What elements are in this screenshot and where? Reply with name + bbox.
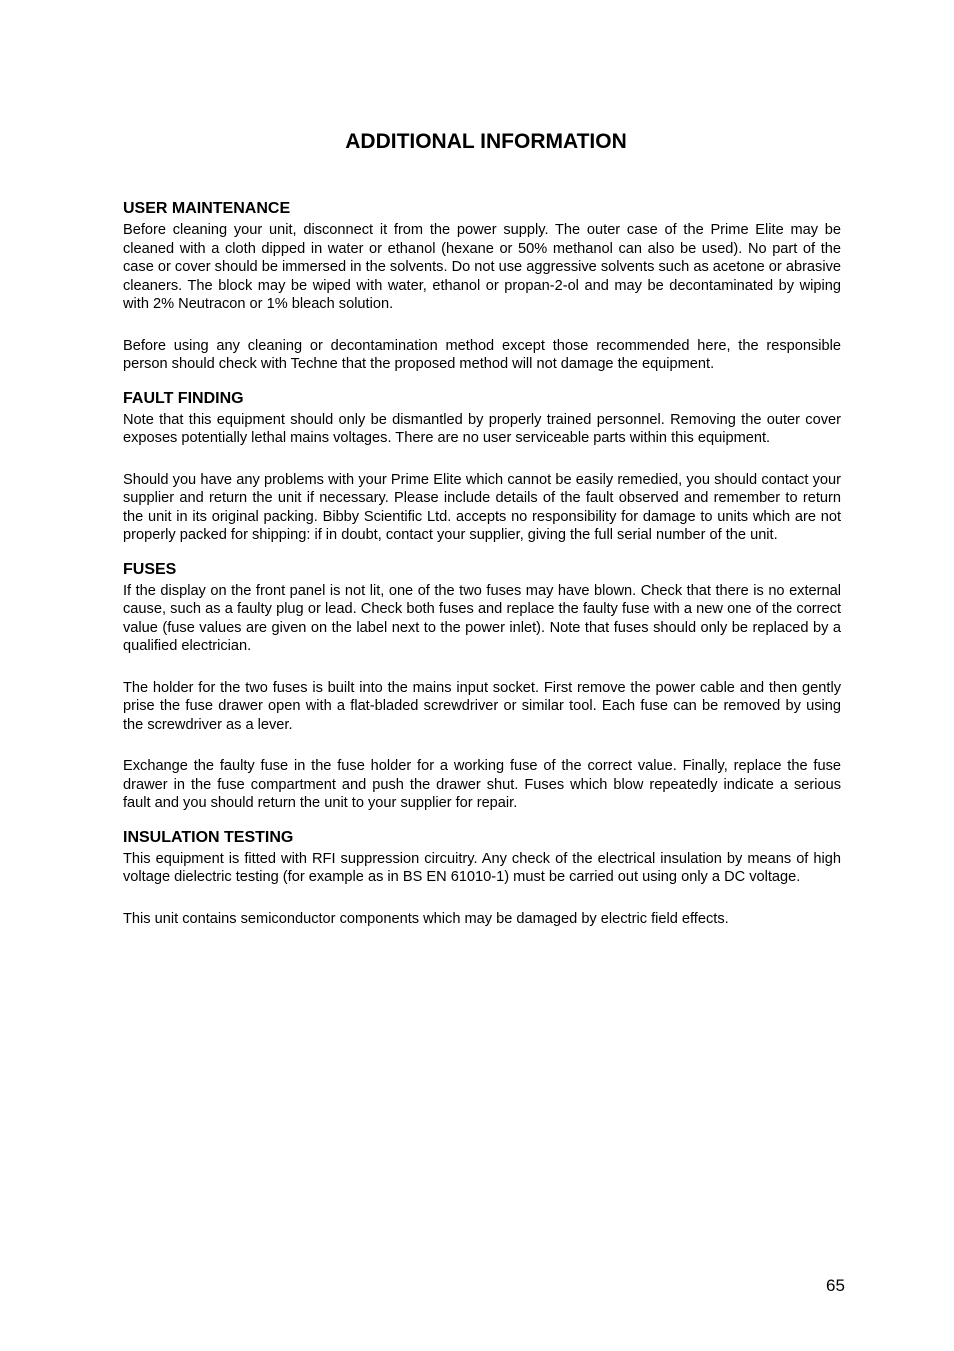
paragraph: Before using any cleaning or decontamination method except those recommended here, the responsible person should check with Techne that the proposed method will not damage the equipment.: [123, 337, 841, 372]
paragraph: This equipment is fitted with RFI suppression circuitry. Any check of the electrical insulation by means of high voltage dielectric testing (for example as in BS EN 61010-1) must be carried out using only a DC voltage.: [123, 850, 841, 885]
paragraph: Should you have any problems with your Prime Elite which cannot be easily remedied, you should contact your supplier and return the unit if necessary. Please include details of the fault observed and remember to return the unit in its original packing. Bibby Scientific Ltd. accepts no responsibility for damage to units which are not properly packed for shipping: if in doubt, contact your supplier, giving the full serial number of the unit.: [123, 471, 841, 543]
page-title: ADDITIONAL INFORMATION: [345, 130, 627, 153]
section-fault-finding: [123, 388, 841, 545]
paragraph: Exchange the faulty fuse in the fuse holder for a working fuse of the correct value. Finally, replace the fuse drawer in the fuse compartment and push the drawer shut. Fuses which blow repeatedly indicate a serious fault and you should return the unit to your supplier for repair.: [123, 758, 841, 811]
section-insulation-testing: [123, 827, 841, 929]
paragraph: The holder for the two fuses is built into the mains input socket. First remove the power cable and then gently prise the fuse drawer open with a flat-bladed screwdriver or similar tool. Each fuse can be removed by using the screwdriver as a lever.: [123, 679, 841, 733]
section-heading: INSULATION TESTING: [123, 828, 294, 846]
section-fuses: [123, 559, 841, 813]
paragraph: Before cleaning your unit, disconnect it from the power supply. The outer case of the Prime Elite may be cleaned with a cloth dipped in water or ethanol (hexane or 50% methanol can also be used). No part of the case or cover should be immersed in the solvents. Do not use aggressive solvents such as acetone or abrasive cleaners. The block may be wiped with water, ethanol or propan-2-ol and may be decontaminated by wiping with 2% Neutracon or 1% bleach solution.: [123, 222, 841, 312]
section-heading: USER MAINTENANCE: [123, 200, 291, 217]
paragraph: Note that this equipment should only be dismantled by properly trained personnel. Removing the outer cover exposes potentially lethal mains voltages. There are no user serviceable parts within this equipment.: [123, 411, 841, 446]
section-heading: FUSES: [123, 560, 177, 578]
document-body: [123, 198, 841, 942]
section-user-maintenance: [123, 198, 841, 374]
page-number: 65: [826, 1276, 845, 1295]
paragraph: This unit contains semiconductor components which may be damaged by electric field effects.: [123, 910, 729, 927]
paragraph: If the display on the front panel is not lit, one of the two fuses may have blown. Check that there is no external cause, such as a faulty plug or lead. Check both fuses and replace the faulty fuse with a new one of the correct value (fuse values are given on the label next to the power inlet). Note that fuses should only be replaced by a qualified electrician.: [123, 582, 841, 654]
section-heading: FAULT FINDING: [123, 389, 244, 407]
